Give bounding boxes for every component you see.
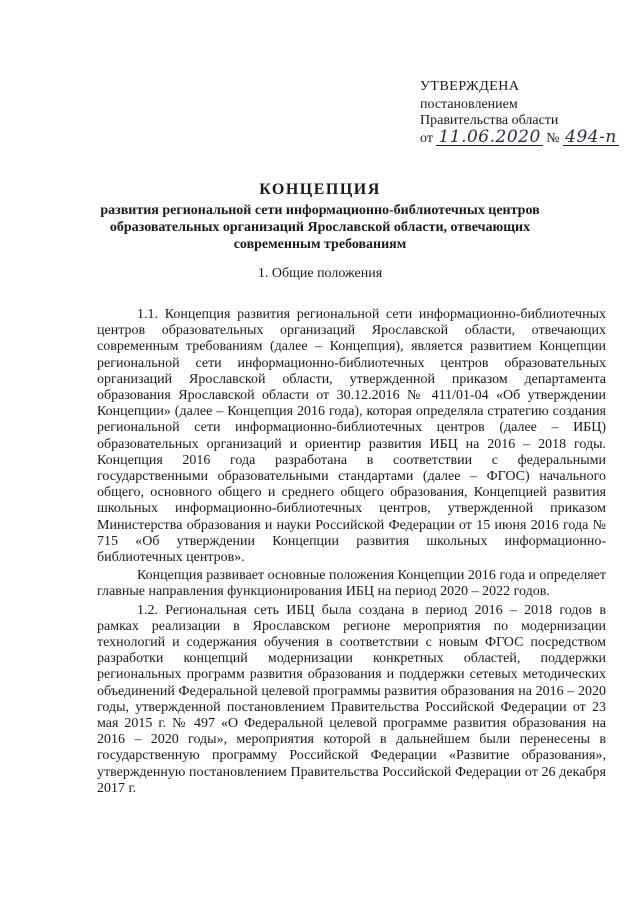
approval-number-sign: № — [546, 131, 560, 146]
document-subtitle: развития региональной сети информационно-библиотечных центров образовательных организаций Ярославской области, отвечающих современным требованиям — [100, 203, 540, 252]
approval-line-1: постановлением — [420, 97, 518, 112]
paragraph-1-2: 1.2. Региональная сеть ИБЦ была создана в период 2016 – 2018 годов в рамках реализации в Ярославском регионе мероприятия по модернизации технологий и содержания обучения в соответствии с новым ФГОС посредством разработки концепций модернизации конкретных областей, поддержки региональных программ развития образования и поддержки сетевых методических объединений Федеральной целевой программы развития образования на 2016 – 2020 годы, утвержденной постановлением Правительства Российской Федерации от 23 мая 2015 г. № 497 «О Федеральной целевой программе развития образования на 2016 – 2020 годы», мероприятия которой в дальнейшем были перенесены в государственную программу Российской Федерации «Развитие образования», утвержденную постановлением Правительства Российской Федерации от 26 декабря 2017 г. — [97, 602, 606, 796]
approval-line-2: Правительства области — [420, 113, 559, 128]
paragraph-1-1: 1.1. Концепция развития региональной сети информационно-библиотечных центров образовательных организаций Ярославской области, отвечающих современным требованиям (далее – Концепция), является развитием Концепции региональной сети информационно-библиотечных центров образовательных организаций Ярославской области, утвержденной приказом департамента образования Ярославской области от 30.12.2016 № 411/01-04 «Об утверждении Концепции» (далее – Концепция 2016 года), которая определяла стратегию создания региональной сети информационно-библиотечных центров (далее – ИБЦ) образовательных организаций и ориентир развития ИБЦ на 2016 – 2018 годы. Концепция 2016 года разработана в соответствии с федеральными государственными образовательными стандартами (далее – ФГОС) начального общего, основного общего и среднего общего образования, Концепцией развития школьных информационно-библиотечных центров, утвержденной приказом Министерства образования и науки Российской Федерации от 15 июня 2016 года № 715 «Об утверждении Концепции развития школьных информационно-библиотечных центров». — [97, 307, 606, 566]
document-title: КОНЦЕПЦИЯ — [259, 181, 381, 198]
section-heading: 1. Общие положения — [257, 266, 383, 281]
approval-date: 11.06.2020 — [438, 127, 541, 147]
document-body — [97, 307, 606, 797]
approval-prefix: от — [420, 131, 433, 146]
approval-stamp — [420, 79, 630, 147]
approval-title: УТВЕРЖДЕНА — [420, 79, 520, 94]
approval-date-line — [420, 129, 630, 147]
paragraph-concept-scope: Концепция развивает основные положения Концепции 2016 года и определяет главные направления функционирования ИБЦ на период 2020 – 2022 годов. — [97, 568, 606, 600]
approval-number: 494-п — [565, 127, 617, 147]
